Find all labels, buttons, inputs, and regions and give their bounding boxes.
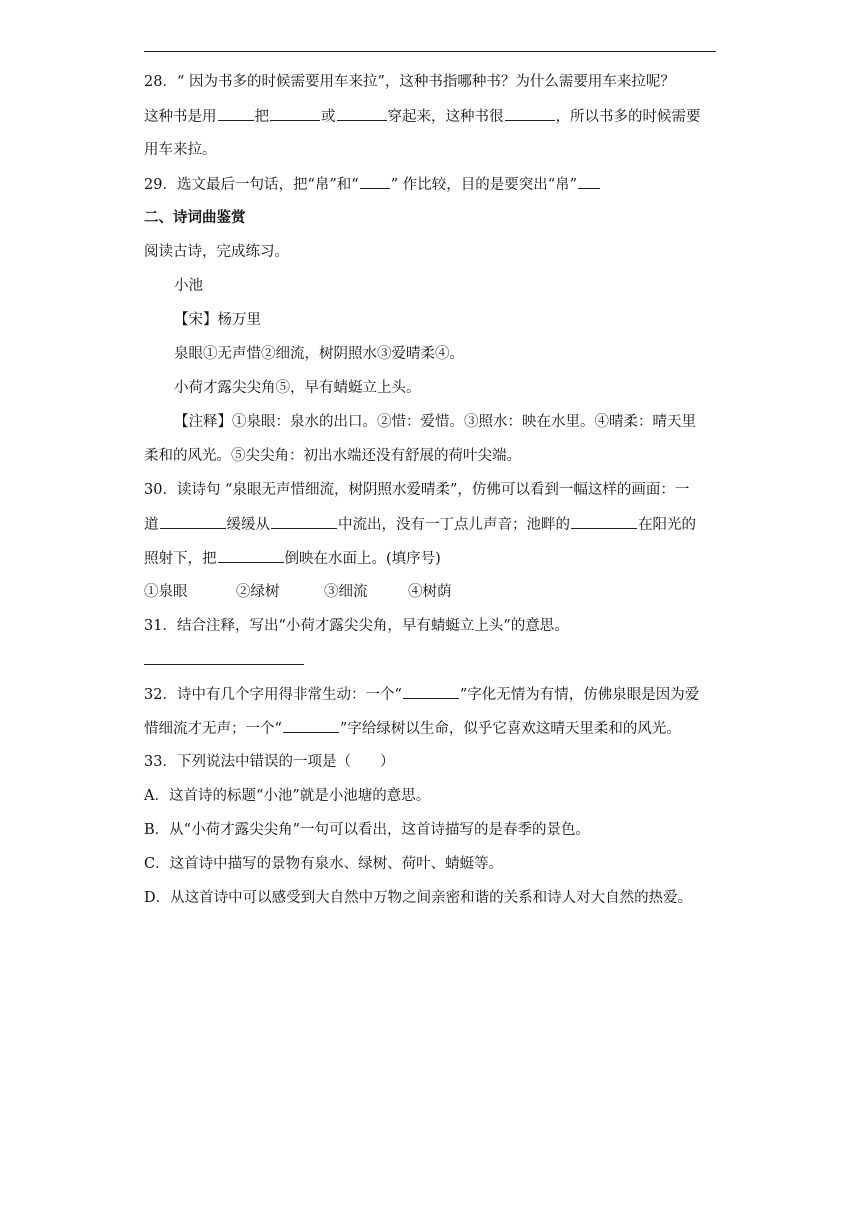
option-item: ③细流 <box>324 584 368 600</box>
q28-text-part: 或 <box>321 109 336 125</box>
answer-blank[interactable] <box>218 106 254 121</box>
q33-option-c[interactable]: C．这首诗中描写的景物有泉水、绿树、荷叶、蜻蜓等。 <box>144 856 504 872</box>
answer-blank[interactable] <box>360 174 390 189</box>
q32-text-part: ”字化无情为有情，仿佛泉眼是因为爱 <box>459 687 700 703</box>
q29-text-part: 29．选文最后一句话，把“帛”和“ <box>144 177 359 193</box>
q28-line2 <box>144 106 701 127</box>
q30-line1: 30．读诗句 “泉眼无声惜细流，树阴照水爱晴柔”，仿佛可以看到一幅这样的画面：一 <box>144 482 690 498</box>
q28-text-part: 这种书是用 <box>144 109 217 125</box>
q28-text-part: ，所以书多的时候需要 <box>555 109 701 125</box>
q30-text-part: 道 <box>144 517 159 533</box>
answer-blank[interactable] <box>270 106 320 121</box>
q33-option-b[interactable]: B．从“小荷才露尖尖角”一句可以看出，这首诗描写的是春季的景色。 <box>144 822 590 838</box>
q32-text-part: 惜细流才无声；一个“ <box>144 721 282 737</box>
answer-blank[interactable] <box>578 174 600 189</box>
q28-line1: 28．“ 因为书多的时候需要用车来拉”，这种书指哪种书？为什么需要用车来拉呢？ <box>144 74 675 90</box>
answer-blank[interactable] <box>337 106 387 121</box>
answer-blank[interactable] <box>505 106 555 121</box>
q30-line3 <box>144 548 441 569</box>
option-item: ④树荫 <box>408 584 452 600</box>
q29-text-part: ” 作比较，目的是要突出“帛” <box>390 177 578 193</box>
q28-text-part: 把 <box>254 109 269 125</box>
q30-text-part: 在阳光的 <box>638 517 696 533</box>
section-instruction: 阅读古诗，完成练习。 <box>144 244 289 260</box>
q30-text-part: 照射下，把 <box>144 551 217 567</box>
poem-note1: 【注释】①泉眼：泉水的出口。②惜：爱惜。③照水：映在水里。④晴柔：晴天里 <box>174 414 696 430</box>
q29-line <box>144 174 601 195</box>
q33-option-a[interactable]: A．这首诗的标题“小池”就是小池塘的意思。 <box>144 788 431 804</box>
q28-line3: 用车来拉。 <box>144 142 217 158</box>
answer-blank[interactable] <box>283 718 339 733</box>
answer-blank[interactable] <box>271 514 337 529</box>
poem-line1: 泉眼①无声惜②细流，树阴照水③爱晴柔④。 <box>174 346 464 362</box>
header-rule <box>144 51 716 52</box>
poem-note2: 柔和的风光。⑤尖尖角：初出水端还没有舒展的荷叶尖端。 <box>144 448 521 464</box>
answer-blank[interactable] <box>218 548 284 563</box>
q32-text-part: ”字给绿树以生命，似乎它喜欢这晴天里柔和的风光。 <box>339 721 681 737</box>
answer-blank[interactable] <box>403 684 459 699</box>
q28-text-part: 穿起来，这种书很 <box>387 109 504 125</box>
q30-line2 <box>144 514 696 535</box>
q30-options <box>144 582 452 602</box>
q30-text-part: 缓缓从 <box>226 517 270 533</box>
q33-stem: 33．下列说法中错误的一项是（ ） <box>144 754 395 770</box>
q31-text: 31．结合注释，写出“小荷才露尖尖角，早有蜻蜓立上头”的意思。 <box>144 618 569 634</box>
q33-option-d[interactable]: D．从这首诗中可以感受到大自然中万物之间亲密和谐的关系和诗人对大自然的热爱。 <box>144 890 693 906</box>
poem-title: 小池 <box>174 278 203 294</box>
section-heading: 二、诗词曲鉴赏 <box>144 210 246 226</box>
q32-line1 <box>144 684 699 705</box>
q31-answer-line[interactable] <box>144 664 304 665</box>
q32-line2 <box>144 718 681 739</box>
q32-text-part: 32．诗中有几个字用得非常生动：一个“ <box>144 687 402 703</box>
answer-blank[interactable] <box>160 514 226 529</box>
q30-text-part: 中流出，没有一丁点儿声音；池畔的 <box>338 517 570 533</box>
q30-text-part: 倒映在水面上。(填序号) <box>284 551 441 567</box>
option-item: ①泉眼 <box>144 584 188 600</box>
option-item: ②绿树 <box>236 584 280 600</box>
answer-blank[interactable] <box>571 514 637 529</box>
poem-author: 【宋】杨万里 <box>174 312 261 328</box>
poem-line2: 小荷才露尖尖角⑤，早有蜻蜓立上头。 <box>174 380 421 396</box>
